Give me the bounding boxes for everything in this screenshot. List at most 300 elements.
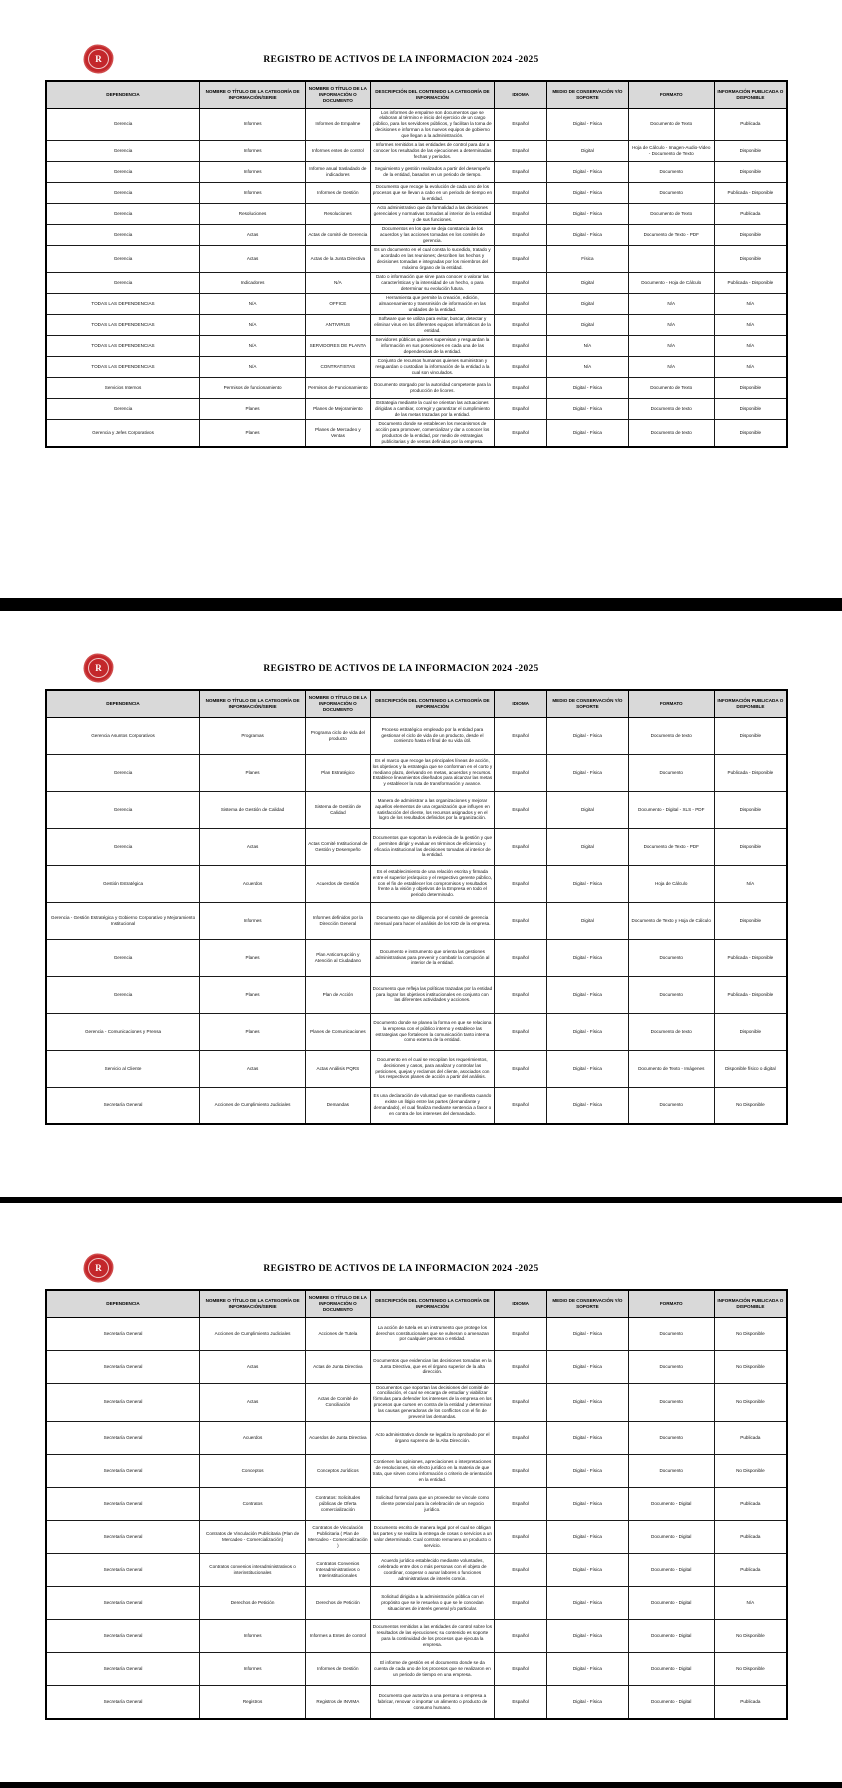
table-row — [46, 336, 787, 357]
column-header: IDIOMA — [495, 690, 547, 717]
table-cell: N/A — [714, 294, 787, 315]
table-cell: Acciones de Cumplimiento Judiciales — [200, 1317, 306, 1350]
table-cell: Publicada - Disponible — [714, 183, 787, 204]
table-row — [46, 1422, 787, 1455]
table-row — [46, 108, 787, 141]
table-cell: Gerencia — [46, 273, 200, 294]
table-cell: Documento de Texto — [628, 204, 714, 225]
table-cell: Resoluciones — [306, 204, 371, 225]
table-row — [46, 141, 787, 162]
table-cell: SERVIDORES DE PLANTA — [306, 336, 371, 357]
table-cell: N/A — [200, 294, 306, 315]
table-cell: Digital — [547, 902, 629, 939]
table-cell: Documento escrito de manera legal por el cual se obligan las partes y se realiza la entrega de cosas o servicios a un valor determinado. Cual contrato remunera un producto o servicio. — [370, 1521, 495, 1554]
table-cell: Digital - Física — [547, 976, 629, 1013]
table-cell: Documento de Texto - PDF — [628, 828, 714, 865]
page-3 — [0, 1203, 842, 1782]
table-cell: Digital - Física — [547, 754, 629, 791]
table-cell: Actas — [200, 1350, 306, 1383]
table-cell: Español — [495, 791, 547, 828]
table-cell: Plan Estratégico — [306, 754, 371, 791]
table-cell: Servicio al Cliente — [46, 1050, 200, 1087]
table-cell: Actas de comité de Gerencia — [306, 225, 371, 246]
table-cell: Digital — [547, 315, 629, 336]
table-cell: Disponible — [714, 225, 787, 246]
table-cell: Español — [495, 225, 547, 246]
table-cell: Planes — [200, 399, 306, 420]
column-header: MEDIO DE CONSERVACIÓN Y/O SOPORTE — [547, 1290, 629, 1317]
table-cell: Español — [495, 1455, 547, 1488]
column-header: INFORMACIÓN PUBLICADA O DISPONIBLE — [714, 81, 787, 108]
table-cell: Digital — [547, 791, 629, 828]
table-cell: Gerencia — [46, 754, 200, 791]
table-cell: Solicitud formal para que un proveedor se vincule como cliente potencial para la celebración de un negocio jurídico. — [370, 1488, 495, 1521]
table-row — [46, 357, 787, 378]
column-header: NOMBRE O TÍTULO DE LA CATEGORÍA DE INFORMACIÓN/SERIE — [200, 1290, 306, 1317]
table-cell: Plan Anticorrupción y Atención al Ciudadano — [306, 939, 371, 976]
table-cell: Documento de Texto - PDF — [628, 225, 714, 246]
table-cell: Digital — [547, 273, 629, 294]
table-cell: Informes de Gestión — [306, 1653, 371, 1686]
table-cell: Documento — [628, 1455, 714, 1488]
table-cell: TODAS LAS DEPENDENCIAS — [46, 357, 200, 378]
table-cell: Español — [495, 1488, 547, 1521]
table-cell: Planes — [200, 976, 306, 1013]
table-cell: Español — [495, 1620, 547, 1653]
table-cell: Documento donde se establecen los mecanismos de acción para promover, comercializar y dar a conocer los productos de la entidad, por medio de estrategias publicitarias y de ventas definidas por la empresa. — [370, 420, 495, 447]
table-cell: Español — [495, 399, 547, 420]
table-cell: Actas de Comité de Conciliación — [306, 1383, 371, 1422]
page-2 — [0, 611, 842, 1197]
table-cell: Español — [495, 865, 547, 902]
table-cell: Disponible — [714, 420, 787, 447]
table-cell: Digital - Física — [547, 108, 629, 141]
table-row — [46, 378, 787, 399]
table-row — [46, 754, 787, 791]
table-cell: Hoja de Cálculo - Imagen-Audio-Video - Documento de Texto — [628, 141, 714, 162]
table-cell: Publicada — [714, 1521, 787, 1554]
table-cell: Secretaría General — [46, 1422, 200, 1455]
table-cell: Documento — [628, 939, 714, 976]
table-cell: Español — [495, 939, 547, 976]
table-cell: Disponible — [714, 378, 787, 399]
table-cell: Español — [495, 378, 547, 399]
table-cell: Es el establecimiento de una relación escrita y firmada entre el superior jerárquico y el respectivo gerente público, con el fin de establecer los compromisos y resultados frente a la visión y objetivos de la Empresa en todo el periodo determinado. — [370, 865, 495, 902]
table-cell: Publicada — [714, 204, 787, 225]
table-cell: Planes — [200, 939, 306, 976]
table-cell: Español — [495, 1317, 547, 1350]
table-cell: No Disponible — [714, 1653, 787, 1686]
table-cell: Gerencia y Jefes Corporativos — [46, 420, 200, 447]
table-cell: Acto administrativo donde se legaliza lo aprobado por el órgano supremo de la Alta Dirección. — [370, 1422, 495, 1455]
column-header: NOMBRE O TÍTULO DE LA CATEGORÍA DE INFORMACIÓN/SERIE — [200, 690, 306, 717]
table-cell: Gerencia - Gestión Estratégica y Gobierno Corporativo y Mejoramiento Institucional — [46, 902, 200, 939]
table-cell: Digital - Física — [547, 939, 629, 976]
table-cell: Documento de Texto y Hoja de Cálculo — [628, 902, 714, 939]
table-cell: Gerencia — [46, 399, 200, 420]
table-cell: Informes — [200, 183, 306, 204]
table-cell: Español — [495, 204, 547, 225]
table-cell: Español — [495, 902, 547, 939]
table-cell: N/A — [200, 357, 306, 378]
table-row — [46, 1653, 787, 1686]
table-cell: Español — [495, 717, 547, 754]
table-cell: Digital - Física — [547, 1587, 629, 1620]
table-cell: Servidores públicos quienes supervisan y resguardan la información en sus posesiones en cada una de las dependencias de la entidad. — [370, 336, 495, 357]
table-cell: Gerencia — [46, 828, 200, 865]
table-cell: Digital - Física — [547, 1686, 629, 1719]
table-cell: Digital — [547, 294, 629, 315]
table-cell: Informes a Entes de control — [306, 1620, 371, 1653]
table-cell: Permisos de Funcionamiento — [306, 378, 371, 399]
page-header — [45, 1255, 797, 1285]
table-cell: Acuerdo jurídico establecido mediante voluntades, celebrado entre dos o más personas con el objeto de coordinar, cooperar o aunar labores o funciones administrativas de interés común. — [370, 1554, 495, 1587]
table-cell: Español — [495, 1521, 547, 1554]
table-cell: Resoluciones — [200, 204, 306, 225]
column-header: INFORMACIÓN PUBLICADA O DISPONIBLE — [714, 1290, 787, 1317]
table-cell: Digital - Física — [547, 1350, 629, 1383]
table-cell: Digital - Física — [547, 1554, 629, 1587]
table-cell: Disponible — [714, 717, 787, 754]
table-cell: Español — [495, 1087, 547, 1124]
column-header: FORMATO — [628, 81, 714, 108]
table-cell: Español — [495, 1422, 547, 1455]
table-row — [46, 294, 787, 315]
table-cell: Registros de INVIMA — [306, 1686, 371, 1719]
table-cell: Digital - Física — [547, 1422, 629, 1455]
table-cell: CONTRATISTAS — [306, 357, 371, 378]
table-cell: Español — [495, 1013, 547, 1050]
table-cell: Documento de Texto — [628, 108, 714, 141]
table-cell: Secretaría General — [46, 1554, 200, 1587]
table-cell: Derechos de Petición — [200, 1587, 306, 1620]
table-cell: Planes — [200, 420, 306, 447]
table-cell: Español — [495, 108, 547, 141]
table-cell: Español — [495, 336, 547, 357]
table-cell: Digital - Física — [547, 1455, 629, 1488]
table-cell: Manera de administrar a las organizaciones y mejorar aquellos elementos de una organización que influyen en satisfacción del cliente, los recursos asignados y en el logro de los resultados definidos por la organización. — [370, 791, 495, 828]
table-cell: Documento — [628, 1087, 714, 1124]
table-cell: Gerencia — [46, 225, 200, 246]
table-cell: ANTIVIRUS — [306, 315, 371, 336]
table-cell: Digital - Física — [547, 1087, 629, 1124]
column-header: DESCRIPCIÓN DEL CONTENIDO LA CATEGORÍA DE INFORMACIÓN — [370, 690, 495, 717]
table-row — [46, 1317, 787, 1350]
table-cell: N/A — [547, 336, 629, 357]
table-cell: Español — [495, 273, 547, 294]
table-cell: TODAS LAS DEPENDENCIAS — [46, 294, 200, 315]
table-row — [46, 717, 787, 754]
table-cell: Acuerdos — [200, 865, 306, 902]
table-cell: Español — [495, 141, 547, 162]
table-cell: Informes — [200, 902, 306, 939]
column-header: FORMATO — [628, 1290, 714, 1317]
table-cell: Documento — [628, 754, 714, 791]
information-assets-table — [45, 80, 788, 448]
table-cell: Digital - Física — [547, 1013, 629, 1050]
table-cell: Secretaría General — [46, 1087, 200, 1124]
table-cell: Planes — [200, 754, 306, 791]
table-cell: Disponible — [714, 399, 787, 420]
table-cell: Digital - Física — [547, 1521, 629, 1554]
table-cell: Actas de la Junta Directiva — [306, 246, 371, 273]
table-cell: Planes — [200, 1013, 306, 1050]
column-header: DESCRIPCIÓN DEL CONTENIDO LA CATEGORÍA DE INFORMACIÓN — [370, 81, 495, 108]
column-header: NOMBRE O TÍTULO DE LA INFORMACIÓN O DOCUMENTO — [306, 81, 371, 108]
table-cell: Secretaría General — [46, 1488, 200, 1521]
table-cell: Español — [495, 315, 547, 336]
table-cell: Digital - Física — [547, 1383, 629, 1422]
table-cell: Acuerdos de Junta Directiva — [306, 1422, 371, 1455]
table-cell: N/A — [628, 315, 714, 336]
page-header — [45, 655, 797, 685]
table-cell: Publicada - Disponible — [714, 754, 787, 791]
table-row — [46, 246, 787, 273]
table-cell: Contratos de Vinculación Publicitaria (Plan de Mercadeo - Comercialización) — [200, 1521, 306, 1554]
table-cell: Actas de Junta Directiva — [306, 1350, 371, 1383]
table-cell: Documentos en los que se deja constancia de los acuerdos y las acciones tomadas en los comités de gerencia. — [370, 225, 495, 246]
table-cell: Documento — [628, 183, 714, 204]
table-cell: N/A — [547, 357, 629, 378]
table-row — [46, 976, 787, 1013]
table-cell: Disponible — [714, 1013, 787, 1050]
table-cell: Documentos que evidencian las decisiones tomadas en la Junta Directiva, que es el órgano superior de la alta dirección. — [370, 1350, 495, 1383]
table-cell: Digital - Física — [547, 717, 629, 754]
table-cell: Informes de Empalme — [306, 108, 371, 141]
page-header — [45, 46, 797, 76]
table-cell: Digital - Física — [547, 1317, 629, 1350]
table-cell: Documento — [628, 162, 714, 183]
table-cell: Gerencia — [46, 976, 200, 1013]
table-cell: Español — [495, 1383, 547, 1422]
table-cell: Disponible — [714, 162, 787, 183]
table-cell: OFFICE — [306, 294, 371, 315]
page-separator — [0, 598, 842, 611]
table-cell: Disponible — [714, 791, 787, 828]
table-cell: Actas — [200, 225, 306, 246]
table-row — [46, 1554, 787, 1587]
table-row — [46, 1521, 787, 1554]
table-cell: Español — [495, 1350, 547, 1383]
table-cell: Digital - Física — [547, 865, 629, 902]
table-row — [46, 1455, 787, 1488]
table-row — [46, 420, 787, 447]
column-header: IDIOMA — [495, 81, 547, 108]
table-cell: Estrategia mediante la cual se orientan las actuaciones dirigidas a cambiar, corregir y garantizar el cumplimiento de las metas trazadas por la entidad. — [370, 399, 495, 420]
table-cell: Digital - Física — [547, 1050, 629, 1087]
table-row — [46, 1587, 787, 1620]
table-cell: Documento - Digital — [628, 1653, 714, 1686]
table-cell: Documento - Digital — [628, 1620, 714, 1653]
table-cell: Publicada — [714, 1422, 787, 1455]
column-header: DEPENDENCIA — [46, 81, 200, 108]
table-cell: Sistema de Gestión de Calidad — [306, 791, 371, 828]
table-row — [46, 1087, 787, 1124]
table-cell: Documento - Digital - XLS - PDF — [628, 791, 714, 828]
table-cell: Contienen las opiniones, apreciaciones o interpretaciones de resoluciones, sin efecto jurídico en la materia de que trata, que sirven como información o criterio de orientación en la entidad. — [370, 1455, 495, 1488]
column-header: NOMBRE O TÍTULO DE LA CATEGORÍA DE INFORMACIÓN/SERIE — [200, 81, 306, 108]
table-cell: Contratos convenios interadministrativos o interinstitucionales — [200, 1554, 306, 1587]
table-cell: Gerencia Asuntos Corporativos — [46, 717, 200, 754]
table-cell: Español — [495, 754, 547, 791]
table-cell: Secretaría General — [46, 1653, 200, 1686]
table-cell: Acuerdos de Gestión — [306, 865, 371, 902]
header-row — [46, 1290, 787, 1317]
table-cell: Documento - Digital — [628, 1587, 714, 1620]
table-cell: Es el marco que recoge las principales líneas de acción, los objetivos y la estrategia que se conforman en el corto y mediano plazo, derivando en metas, acuerdos y recursos. Establece lineamientos diseñados para alcanzar las metas y establecer la ruta de transformación y avance. — [370, 754, 495, 791]
table-cell: Documento de texto — [628, 399, 714, 420]
table-cell: Español — [495, 294, 547, 315]
table-cell: Español — [495, 1686, 547, 1719]
table-cell: Digital — [547, 141, 629, 162]
table-cell: Gerencia — [46, 204, 200, 225]
table-cell: No Disponible — [714, 1383, 787, 1422]
table-cell: Herramienta que permite la creación, edición, almacenamiento y transmisión de información en las unidades de la entidad. — [370, 294, 495, 315]
table-cell: Documento - Digital — [628, 1554, 714, 1587]
table-cell: Es un documento en el cual consta lo sucedido, tratado y acordado en las reuniones; describen los hechos y decisiones tomadas e integradas por los miembros del máximo órgano de la entidad. — [370, 246, 495, 273]
table-cell: No Disponible — [714, 1087, 787, 1124]
seal-letter: R — [95, 663, 102, 673]
table-cell: No Disponible — [714, 1317, 787, 1350]
table-cell: N/A — [714, 357, 787, 378]
table-cell: Acuerdos — [200, 1422, 306, 1455]
table-cell: Proceso estratégico empleado por la entidad para gestionar el ciclo de vida de un producto, desde el comienzo hasta el final de su vida útil. — [370, 717, 495, 754]
table-row — [46, 791, 787, 828]
table-cell: Actas — [200, 1383, 306, 1422]
table-cell: No Disponible — [714, 1350, 787, 1383]
table-cell: Secretaría General — [46, 1620, 200, 1653]
table-cell: Digital - Física — [547, 1488, 629, 1521]
table-cell: Informe anual trasladado de indicadores — [306, 162, 371, 183]
table-cell: Documento que autoriza a una persona o empresa a fabricar, renovar o importar un alimento o producto de consumo humano. — [370, 1686, 495, 1719]
table-cell: N/A — [714, 865, 787, 902]
table-cell: Publicada — [714, 1488, 787, 1521]
table-cell: Publicada — [714, 1554, 787, 1587]
table-cell: Documento que se diligencia por el comité de gerencia mensual para hacer el análisis de los KID de la empresa. — [370, 902, 495, 939]
table-cell: Informes — [200, 108, 306, 141]
table-cell: Informes — [200, 1620, 306, 1653]
table-cell: Plan de Acción — [306, 976, 371, 1013]
information-assets-table — [45, 689, 788, 1125]
table-cell: N/A — [628, 294, 714, 315]
table-cell: Registros — [200, 1686, 306, 1719]
table-cell: Disponible físico o digital — [714, 1050, 787, 1087]
table-cell: Planes de Comunicaciones — [306, 1013, 371, 1050]
table-row — [46, 399, 787, 420]
table-cell: Publicada - Disponible — [714, 976, 787, 1013]
table-cell: Documento — [628, 1422, 714, 1455]
table-row — [46, 1050, 787, 1087]
table-cell: No Disponible — [714, 1620, 787, 1653]
table-cell: Disponible — [714, 246, 787, 273]
column-header: DESCRIPCIÓN DEL CONTENIDO LA CATEGORÍA DE INFORMACIÓN — [370, 1290, 495, 1317]
table-cell: Español — [495, 1050, 547, 1087]
table-cell: Actas — [200, 246, 306, 273]
table-cell: Gestión Estratégica — [46, 865, 200, 902]
table-cell: Informes — [200, 162, 306, 183]
table-cell: Documento que refleja las políticas trazadas por la entidad para lograr los objetivos institucionales en conjunto con las diferentes actividades y acciones. — [370, 976, 495, 1013]
table-cell: Secretaría General — [46, 1587, 200, 1620]
column-header: FORMATO — [628, 690, 714, 717]
table-cell: Secretaría General — [46, 1383, 200, 1422]
table-row — [46, 273, 787, 294]
table-cell: Planes de Mercadeo y Ventas — [306, 420, 371, 447]
table-cell: Publicada — [714, 108, 787, 141]
table-cell: Documento que recoge la evolución de cada uno de los procesos que se llevan a cabo en un periodo de tiempo en la entidad. — [370, 183, 495, 204]
table-cell: Gerencia — [46, 939, 200, 976]
table-cell: N/A — [628, 357, 714, 378]
table-cell: N/A — [628, 336, 714, 357]
table-cell: Digital - Física — [547, 204, 629, 225]
column-header: MEDIO DE CONSERVACIÓN Y/O SOPORTE — [547, 81, 629, 108]
table-cell: Informes — [200, 1653, 306, 1686]
table-cell: Acciones de Tutela — [306, 1317, 371, 1350]
table-cell: Secretaría General — [46, 1317, 200, 1350]
table-cell: Informes entes de control — [306, 141, 371, 162]
table-cell: Demandas — [306, 1087, 371, 1124]
table-cell: Digital - Física — [547, 225, 629, 246]
table-cell: Documento otorgado por la autoridad competente para la producción de licores. — [370, 378, 495, 399]
table-cell: Seguimiento y gestión realizados a partir del desempeño de la entidad, basados en un periodo de tiempo. — [370, 162, 495, 183]
table-cell: Gerencia - Comunicaciones y Prensa — [46, 1013, 200, 1050]
table-row — [46, 183, 787, 204]
table-cell: Acciones de Cumplimiento Judiciales — [200, 1087, 306, 1124]
table-cell — [628, 246, 714, 273]
bottom-bar — [0, 1782, 842, 1788]
table-cell: Español — [495, 1587, 547, 1620]
table-cell: Español — [495, 1554, 547, 1587]
table-cell: Derechos de Petición — [306, 1587, 371, 1620]
table-cell: Hoja de Cálculo — [628, 865, 714, 902]
column-header: DEPENDENCIA — [46, 690, 200, 717]
table-row — [46, 865, 787, 902]
table-cell: N/A — [200, 336, 306, 357]
table-cell: Dato o información que sirve para conocer o valorar las características y la intensidad de un hecho, o para determinar su evolución futura. — [370, 273, 495, 294]
table-cell: Actas — [200, 828, 306, 865]
table-cell: Informes remitidos a las entidades de control para dar a conocer los resultados de las ejecuciones a determinadas fechas y periodos. — [370, 141, 495, 162]
table-cell: Documento de texto — [628, 420, 714, 447]
table-cell: Gerencia — [46, 791, 200, 828]
column-header: INFORMACIÓN PUBLICADA O DISPONIBLE — [714, 690, 787, 717]
table-cell: Documento - Digital — [628, 1686, 714, 1719]
table-cell: Documento e instrumento que orienta las gestiones administrativas para prevenir y combatir la corrupción al interior de la entidad. — [370, 939, 495, 976]
table-row — [46, 1488, 787, 1521]
table-cell: Español — [495, 162, 547, 183]
table-cell: Informes definidos por la Dirección General — [306, 902, 371, 939]
table-row — [46, 225, 787, 246]
table-cell: Disponible — [714, 141, 787, 162]
table-cell: Es una declaración de voluntad que se manifiesta cuando existe un litigio entre las partes (demandante y demandado), el cual finaliza mediante sentencia a favor o en contra de los intereses del demandado. — [370, 1087, 495, 1124]
table-cell: Documento - Digital — [628, 1488, 714, 1521]
table-cell: Sistema de Gestión de Calidad — [200, 791, 306, 828]
table-cell: Gerencia — [46, 162, 200, 183]
table-cell: Conceptos Jurídicos — [306, 1455, 371, 1488]
table-cell: Disponible — [714, 902, 787, 939]
seal-letter: R — [95, 54, 102, 64]
table-row — [46, 315, 787, 336]
table-cell: Publicada - Disponible — [714, 939, 787, 976]
table-row — [46, 939, 787, 976]
column-header: IDIOMA — [495, 1290, 547, 1317]
table-cell: N/A — [306, 273, 371, 294]
table-cell: N/A — [714, 1587, 787, 1620]
table-cell: Documento — [628, 1383, 714, 1422]
column-header: NOMBRE O TÍTULO DE LA INFORMACIÓN O DOCUMENTO — [306, 1290, 371, 1317]
table-cell: Secretaría General — [46, 1350, 200, 1383]
table-cell: Acto administrativo que da formalidad a las decisiones gerenciales y normativas tomadas al interior de la entidad y de sus funciones. — [370, 204, 495, 225]
table-cell: Español — [495, 183, 547, 204]
column-header: DEPENDENCIA — [46, 1290, 200, 1317]
